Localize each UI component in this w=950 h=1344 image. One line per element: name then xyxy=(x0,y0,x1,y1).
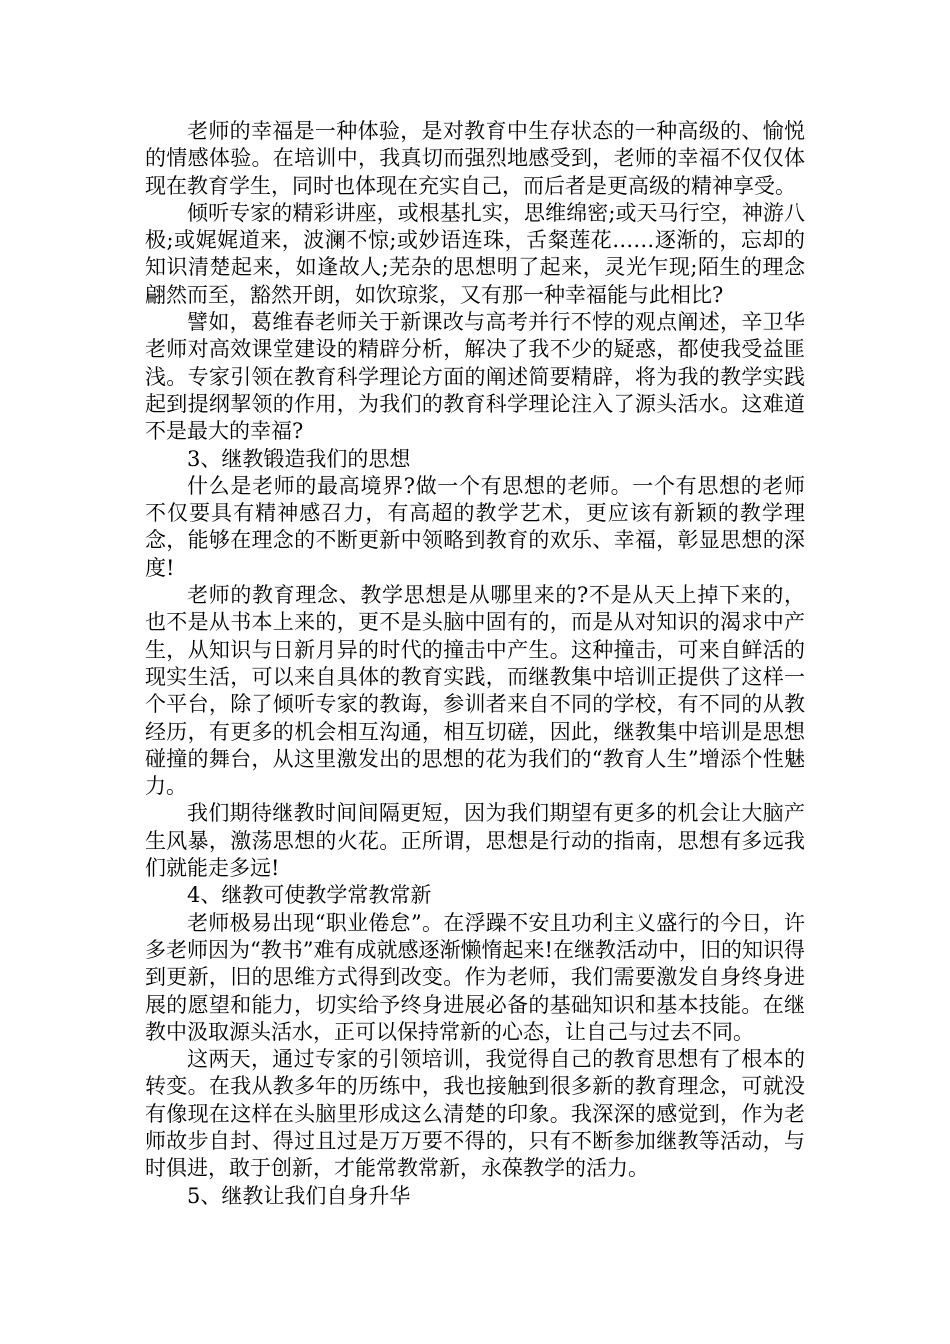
paragraph: 倾听专家的精彩讲座，或根基扎实，思维绵密;或天马行空，神游八极;或娓娓道来，波澜不惊;或妙语连珠，舌粲莲花……逐渐的，忘却的知识清楚起来，如逢故人;芜杂的思想明了起来，灵光乍现;陌生的理念翩然而至，豁然开朗，如饮琼浆，又有那一种幸福能与此相比? xyxy=(145,200,805,307)
paragraph: 这两天，通过专家的引领培训，我觉得自己的教育思想有了根本的转变。在我从教多年的历练中，我也接触到很多新的教育理念，可就没有像现在这样在头脑里形成这么清楚的印象。我深深的感觉到，作为老师故步自封、得过且过是万万要不得的，只有不断参加继教等活动，与时俱进，敢于创新，才能常教常新，永葆教学的活力。 xyxy=(145,1047,805,1181)
paragraph: 老师极易出现“职业倦怠”。在浮躁不安且功利主义盛行的今日，许多老师因为“教书”难有成就感逐渐懒惰起来!在继教活动中，旧的知识得到更新，旧的思维方式得到改变。作为老师，我们需要激发自身终身进展的愿望和能力，切实给予终身进展必备的基础知识和基本技能。在继教中汲取源头活水，正可以保持常新的心态，让自己与过去不同。 xyxy=(145,910,805,1044)
section-heading: 4、继教可使教学常教常新 xyxy=(187,883,432,908)
section-heading: 3、继教锻造我们的思想 xyxy=(187,446,411,471)
paragraph: 老师的幸福是一种体验，是对教育中生存状态的一种高级的、愉悦的情感体验。在培训中，我真切而强烈地感受到，老师的幸福不仅仅体现在教育学生，同时也体现在充实自己，而后者是更高级的精神享受。 xyxy=(145,119,805,198)
paragraph: 老师的教育理念、教学思想是从哪里来的?不是从天上掉下来的，也不是从书本上来的，更不是头脑中固有的，而是从对知识的渴求中产生，从知识与日新月异的时代的撞击中产生。这种撞击，可来自鲜活的现实生活，可以来自具体的教育实践，而继教集中培训正提供了这样一个平台，除了倾听专家的教诲，参训者来自不同的学校，有不同的从教经历，有更多的机会相互沟通，相互切磋，因此，继教集中培训是思想碰撞的舞台，从这里激发出的思想的花为我们的“教育人生”增添个性魅力。 xyxy=(145,583,805,799)
paragraph: 什么是老师的最高境界?做一个有思想的老师。一个有思想的老师不仅要具有精神感召力，有高超的教学艺术，更应该有新颖的教学理念，能够在理念的不断更新中领略到教育的欢乐、幸福，彰显思想的深度! xyxy=(145,473,805,580)
section-heading: 5、继教让我们自身升华 xyxy=(187,1183,411,1208)
paragraph: 我们期待继教时间间隔更短，因为我们期望有更多的机会让大脑产生风暴，激荡思想的火花。正所谓，思想是行动的指南，思想有多远我们就能走多远! xyxy=(145,801,805,881)
paragraph: 譬如，葛维春老师关于新课改与高考并行不悖的观点阐述，辛卫华老师对高效课堂建设的精辟分析，解决了我不少的疑惑，都使我受益匪浅。专家引领在教育科学理论方面的阐述简要精辟，将为我的教学实践起到提纲挈领的作用，为我们的教育科学理论注入了源头活水。这难道不是最大的幸福? xyxy=(145,310,805,444)
document-body xyxy=(145,118,805,1210)
